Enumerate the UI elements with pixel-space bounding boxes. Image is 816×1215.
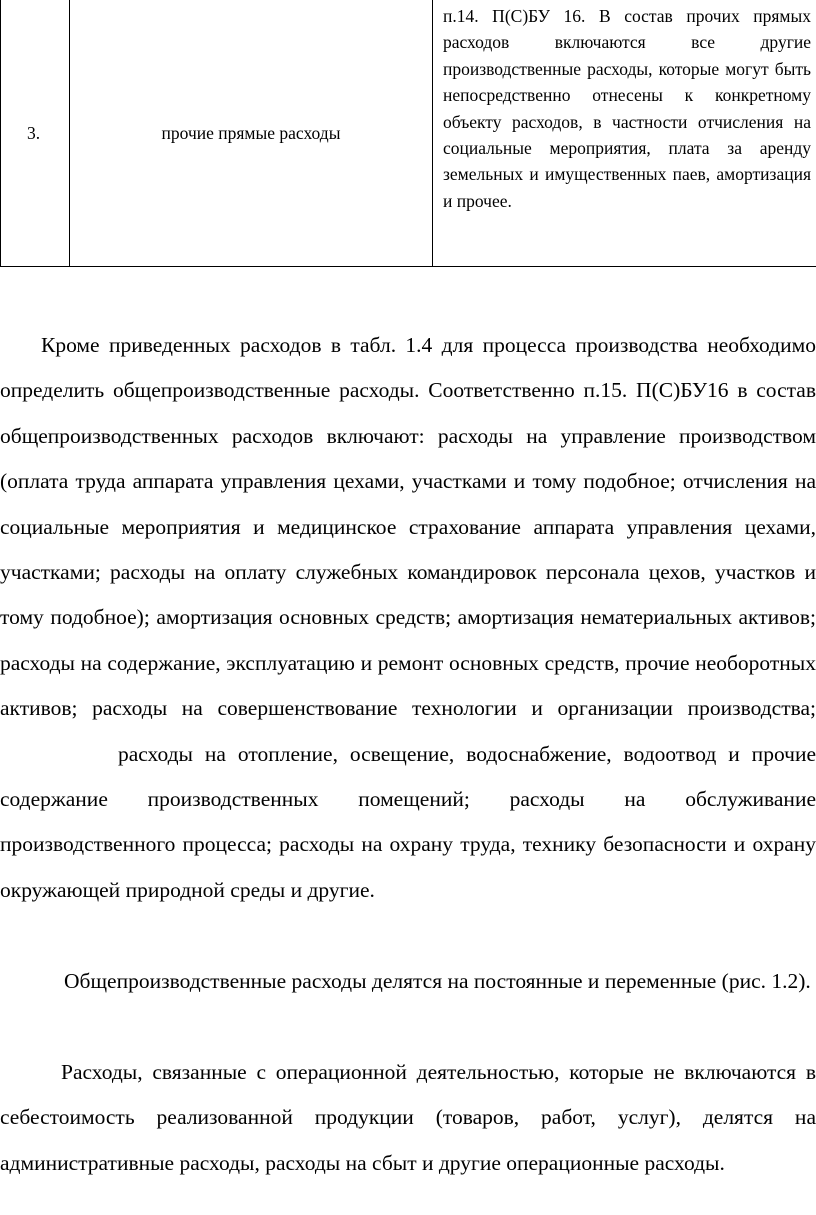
row-number: 3.	[27, 122, 41, 143]
paragraph-operating-costs: Расходы, связанные с операционной деятельностью, которые не включаются в себестоимость реализованной продукции (товаров, работ, услуг), делятся на административные расходы, расходы на сбыт и другие операционные расходы.	[0, 1060, 816, 1175]
paragraph-1-part-b: расходы на отопление, освещение, водоснабжение, водоотвод и прочие содержание производственных помещений; расходы на обслуживание производственного процесса; расходы на охрану труда, технику безопасности и охрану окружающей природной среды и другие.	[0, 741, 816, 902]
paragraph-general-production-costs	[0, 323, 816, 913]
row-description-cell	[433, 0, 816, 266]
paragraph-1-part-a: Кроме приведенных расходов в табл. 1.4 для процесса производства необходимо определить общепроизводственные расходы. Соответственно п.15. П(С)БУ16 в состав общепроизводственных расходов включают: расходы на управление производством (оплата труда аппарата управления цехами, участками и тому подобное; отчисления на социальные мероприятия и медицинское страхование аппарата управления цехами, участками; расходы на оплату служебных командировок персонала цехов, участков и тому подобное); амортизация основных средств; амортизация нематериальных активов; расходы на содержание, эксплуатацию и ремонт основных средств, прочие необоротных активов; расходы на совершенствование технологии и организации производства;	[0, 333, 816, 721]
costs-table	[0, 0, 816, 267]
row-name: прочие прямые расходы	[161, 122, 341, 143]
row-description: п.14. П(С)БУ 16. В состав прочих прямых расходов включаются все другие производственные расходы, которые могут быть непосредственно отнесены к конкретному объекту расходов, в частности отчисления на социальные мероприятия, плата за аренду земельных и имущественных паев, амортизация и прочее.	[443, 6, 811, 211]
table-row	[1, 0, 816, 266]
row-number-cell	[1, 0, 70, 266]
row-name-cell	[70, 0, 433, 266]
paragraph-costs-division: Общепроизводственные расходы делятся на постоянные и переменные (рис. 1.2).	[64, 969, 811, 993]
